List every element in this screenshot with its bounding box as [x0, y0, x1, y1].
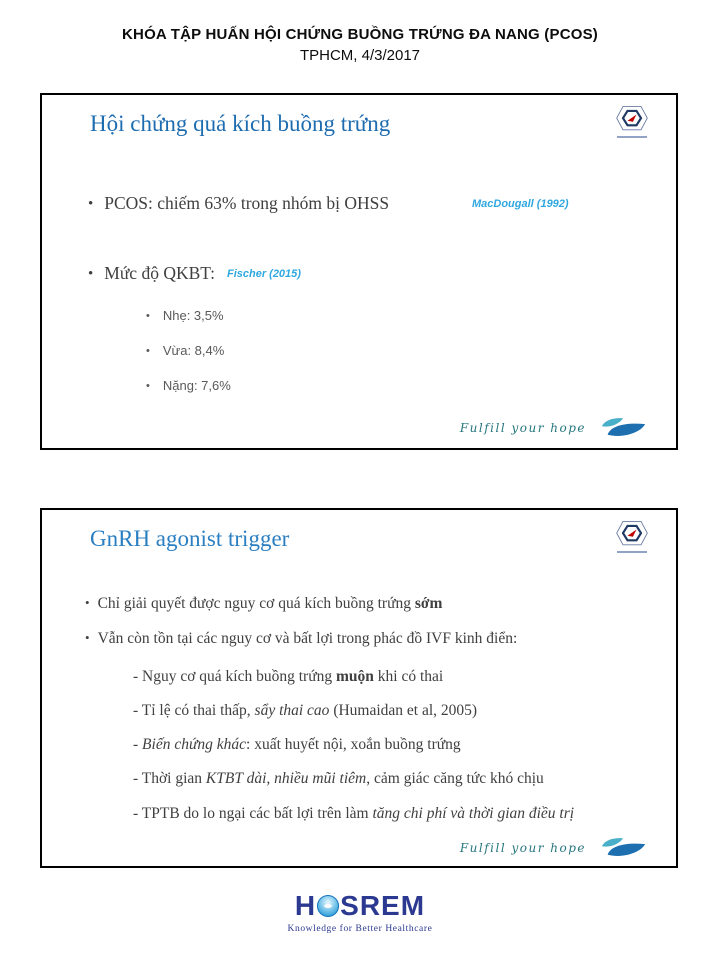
course-title: KHÓA TẬP HUẤN HỘI CHỨNG BUỒNG TRỨNG ĐA NANG (PCOS)	[122, 26, 598, 43]
sub-bullet-moderate	[146, 343, 224, 358]
hosrem-logo	[0, 892, 720, 934]
hosrem-tagline: Knowledge for Better Healthcare	[287, 924, 433, 934]
list-item	[133, 770, 544, 788]
slide-ohss-overview	[40, 93, 678, 450]
citation-macdougall: MacDougall (1992)	[472, 198, 569, 210]
item-text: -	[133, 736, 143, 753]
swoosh-logo-icon	[598, 836, 648, 860]
sub-bullet-severe	[146, 378, 231, 393]
item-text-italic: tăng chi phí và thời gian điều trị	[372, 805, 575, 822]
clinic-logo	[614, 518, 650, 553]
item-text: - Thời gian	[133, 770, 206, 787]
bullet-item	[88, 263, 301, 284]
sub-bullet-mild	[146, 308, 224, 323]
item-text: - Tỉ lệ có thai thấp,	[133, 702, 255, 719]
item-text-bold: muộn	[336, 668, 374, 685]
sub-bullet-text: Nặng: 7,6%	[162, 378, 231, 393]
logo-caption-bar	[617, 136, 647, 138]
bullet-item	[88, 193, 569, 214]
bullet-text: PCOS: chiếm 63% trong nhóm bị OHSS	[104, 193, 390, 213]
bullet-text-bold: sớm	[414, 595, 443, 612]
list-item	[133, 668, 443, 686]
bullet-marker: •	[146, 380, 150, 392]
bullet-text: Chỉ giải quyết được nguy cơ quá kích buồng trứng	[97, 595, 415, 612]
hexagon-logo-icon	[614, 103, 650, 135]
wordmark-left: H	[294, 890, 317, 921]
bullet-item	[85, 595, 442, 613]
item-text: - TPTB do lo ngại các bất lợi trên làm	[133, 805, 373, 822]
bullet-marker: •	[88, 196, 94, 212]
event-location-date: TPHCM, 4/3/2017	[299, 47, 421, 64]
item-text: - Nguy cơ quá kích buồng trứng	[133, 668, 336, 685]
slide-gnrh-agonist-trigger	[40, 508, 678, 868]
sub-bullet-text: Vừa: 8,4%	[162, 343, 225, 358]
footer-tagline: Fulfill your hope	[459, 841, 586, 855]
item-text: : xuất huyết nội, xoắn buồng trứng	[246, 736, 461, 753]
swoosh-logo-icon	[598, 416, 648, 440]
list-item	[133, 736, 461, 754]
item-text: khi có thai	[373, 668, 444, 685]
bullet-marker: •	[85, 595, 90, 610]
item-text-italic: Biến chứng khác	[142, 736, 247, 753]
logo-caption-bar	[617, 551, 647, 553]
list-item	[133, 702, 477, 720]
slide-footer	[460, 836, 648, 860]
slide-title: GnRH agonist trigger	[90, 526, 290, 551]
item-text: (Humaidan et al, 2005)	[329, 702, 478, 719]
bullet-text: Mức độ QKBT:	[104, 263, 215, 283]
hosrem-wordmark	[295, 892, 425, 920]
item-text-italic: sẩy thai cao	[254, 702, 330, 719]
clinic-logo	[614, 103, 650, 138]
sub-bullet-text: Nhẹ: 3,5%	[162, 308, 224, 323]
bullet-marker: •	[88, 266, 94, 282]
bullet-text: Vẫn còn tồn tại các nguy cơ và bất lợi trong phác đồ IVF kinh điển:	[97, 630, 518, 647]
slide-title: Hội chứng quá kích buồng trứng	[90, 111, 391, 136]
bullet-marker: •	[146, 345, 150, 357]
hexagon-logo-icon	[614, 518, 650, 550]
wordmark-right: SREM	[340, 890, 426, 921]
bullet-marker: •	[85, 630, 90, 645]
bullet-item	[85, 630, 517, 648]
citation-fischer: Fischer (2015)	[226, 268, 301, 280]
item-text-italic: KTBT dài, nhiều mũi tiêm	[205, 770, 367, 787]
globe-icon	[317, 895, 339, 917]
globe-highlight	[324, 904, 332, 908]
document-header	[0, 26, 720, 64]
list-item	[133, 805, 574, 823]
item-text: , cảm giác căng tức khó chịu	[366, 770, 544, 787]
slide-footer	[460, 416, 648, 440]
footer-tagline: Fulfill your hope	[459, 421, 586, 435]
bullet-marker: •	[146, 310, 150, 322]
